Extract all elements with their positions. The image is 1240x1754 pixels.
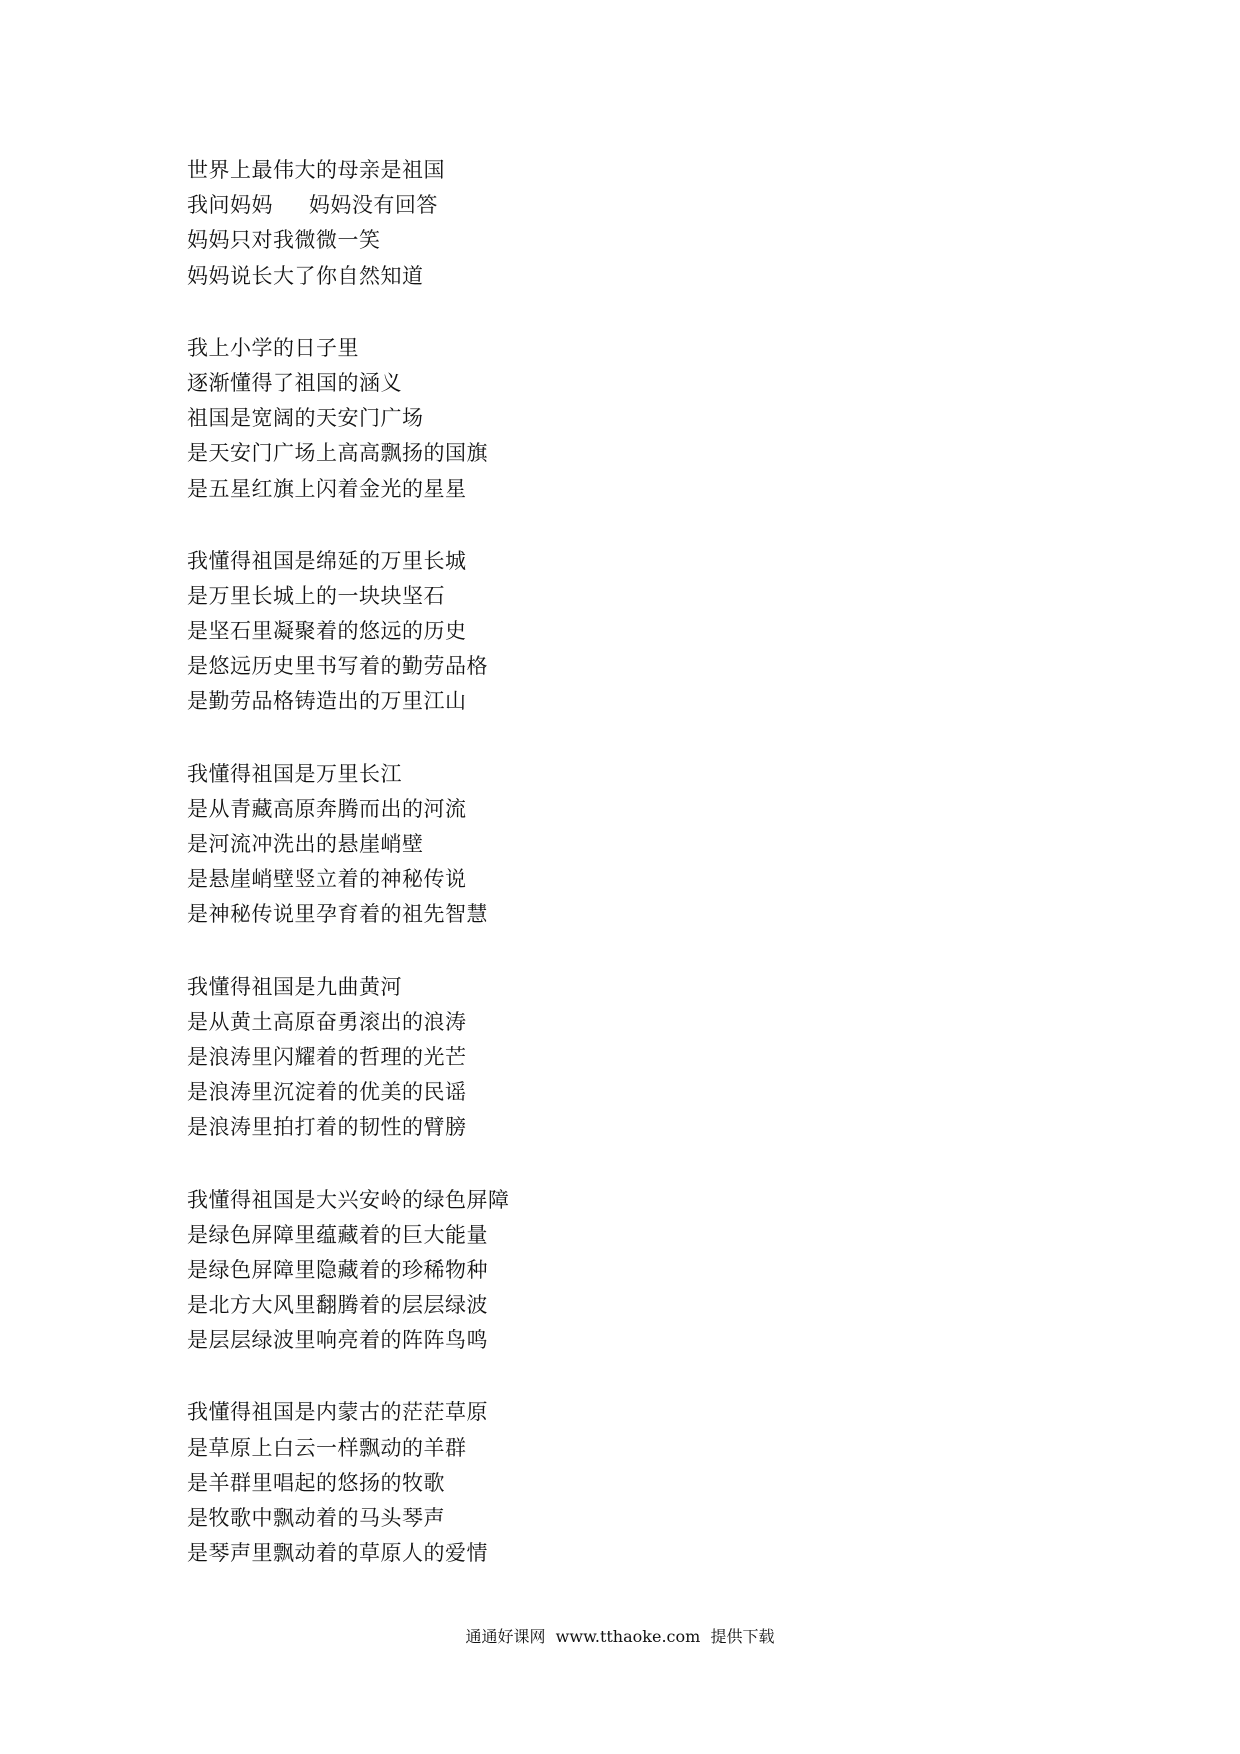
poem-line: 我上小学的日子里 <box>187 335 359 360</box>
poem-line: 是浪涛里闪耀着的哲理的光芒 <box>187 1044 467 1069</box>
poem-line: 是浪涛里沉淀着的优美的民谣 <box>187 1080 467 1105</box>
stanza-1 <box>187 153 1087 294</box>
poem-line: 是坚石里凝聚着的悠远的历史 <box>187 619 467 644</box>
poem-line: 是层层绿波里响亮着的阵阵鸟鸣 <box>187 1328 488 1353</box>
poem-line: 我懂得祖国是大兴安岭的绿色屏障 <box>187 1187 510 1212</box>
poem-line: 是从青藏高原奔腾而出的河流 <box>187 796 467 821</box>
poem-line: 我问妈妈 妈妈没有回答 <box>187 193 438 218</box>
stanza-6 <box>187 1183 1087 1359</box>
poem-line: 是五星红旗上闪着金光的星星 <box>187 476 467 501</box>
poem-line: 祖国是宽阔的天安门广场 <box>187 406 424 431</box>
poem-line: 是悬崖峭壁竖立着的神秘传说 <box>187 867 467 892</box>
poem-line: 我懂得祖国是内蒙古的茫茫草原 <box>187 1400 488 1425</box>
stanza-3 <box>187 544 1087 720</box>
poem-line: 是羊群里唱起的悠扬的牧歌 <box>187 1470 445 1495</box>
poem-line: 是浪涛里拍打着的韧性的臂膀 <box>187 1115 467 1140</box>
poem-line: 是勤劳品格铸造出的万里江山 <box>187 689 467 714</box>
poem-line: 是草原上白云一样飘动的羊群 <box>187 1435 467 1460</box>
poem-line: 妈妈说长大了你自然知道 <box>187 263 424 288</box>
poem-line: 是绿色屏障里蕴藏着的巨大能量 <box>187 1222 488 1247</box>
poem-line: 是琴声里飘动着的草原人的爱情 <box>187 1541 488 1566</box>
poem-line: 是神秘传说里孕育着的祖先智慧 <box>187 902 488 927</box>
stanza-2 <box>187 331 1087 507</box>
poem-line: 是北方大风里翻腾着的层层绿波 <box>187 1293 488 1318</box>
poem-line: 是牧歌中飘动着的马头琴声 <box>187 1506 445 1530</box>
poem-line: 我懂得祖国是九曲黄河 <box>187 974 402 999</box>
poem-line: 我懂得祖国是绵延的万里长城 <box>187 548 467 573</box>
poem-line: 妈妈只对我微微一笑 <box>187 228 381 253</box>
stanza-4 <box>187 757 1087 933</box>
poem-line: 是天安门广场上高高飘扬的国旗 <box>187 441 488 466</box>
stanza-7 <box>187 1395 1087 1571</box>
poem-line: 世界上最伟大的母亲是祖国 <box>187 158 445 182</box>
poem-line: 是万里长城上的一块块坚石 <box>187 583 445 608</box>
poem-line: 逐渐懂得了祖国的涵义 <box>187 370 402 395</box>
poem-line: 是河流冲洗出的悬崖峭壁 <box>187 832 424 856</box>
poem-line: 是从黄土高原奋勇滚出的浪涛 <box>187 1009 467 1034</box>
poem <box>187 153 1087 1608</box>
poem-line: 我懂得祖国是万里长江 <box>187 761 402 786</box>
poem-line: 是悠远历史里书写着的勤劳品格 <box>187 654 488 679</box>
footer-source: 通通好课网 www.tthaoke.com 提供下载 <box>465 1627 775 1646</box>
poem-line: 是绿色屏障里隐藏着的珍稀物种 <box>187 1257 488 1282</box>
stanza-5 <box>187 970 1087 1146</box>
